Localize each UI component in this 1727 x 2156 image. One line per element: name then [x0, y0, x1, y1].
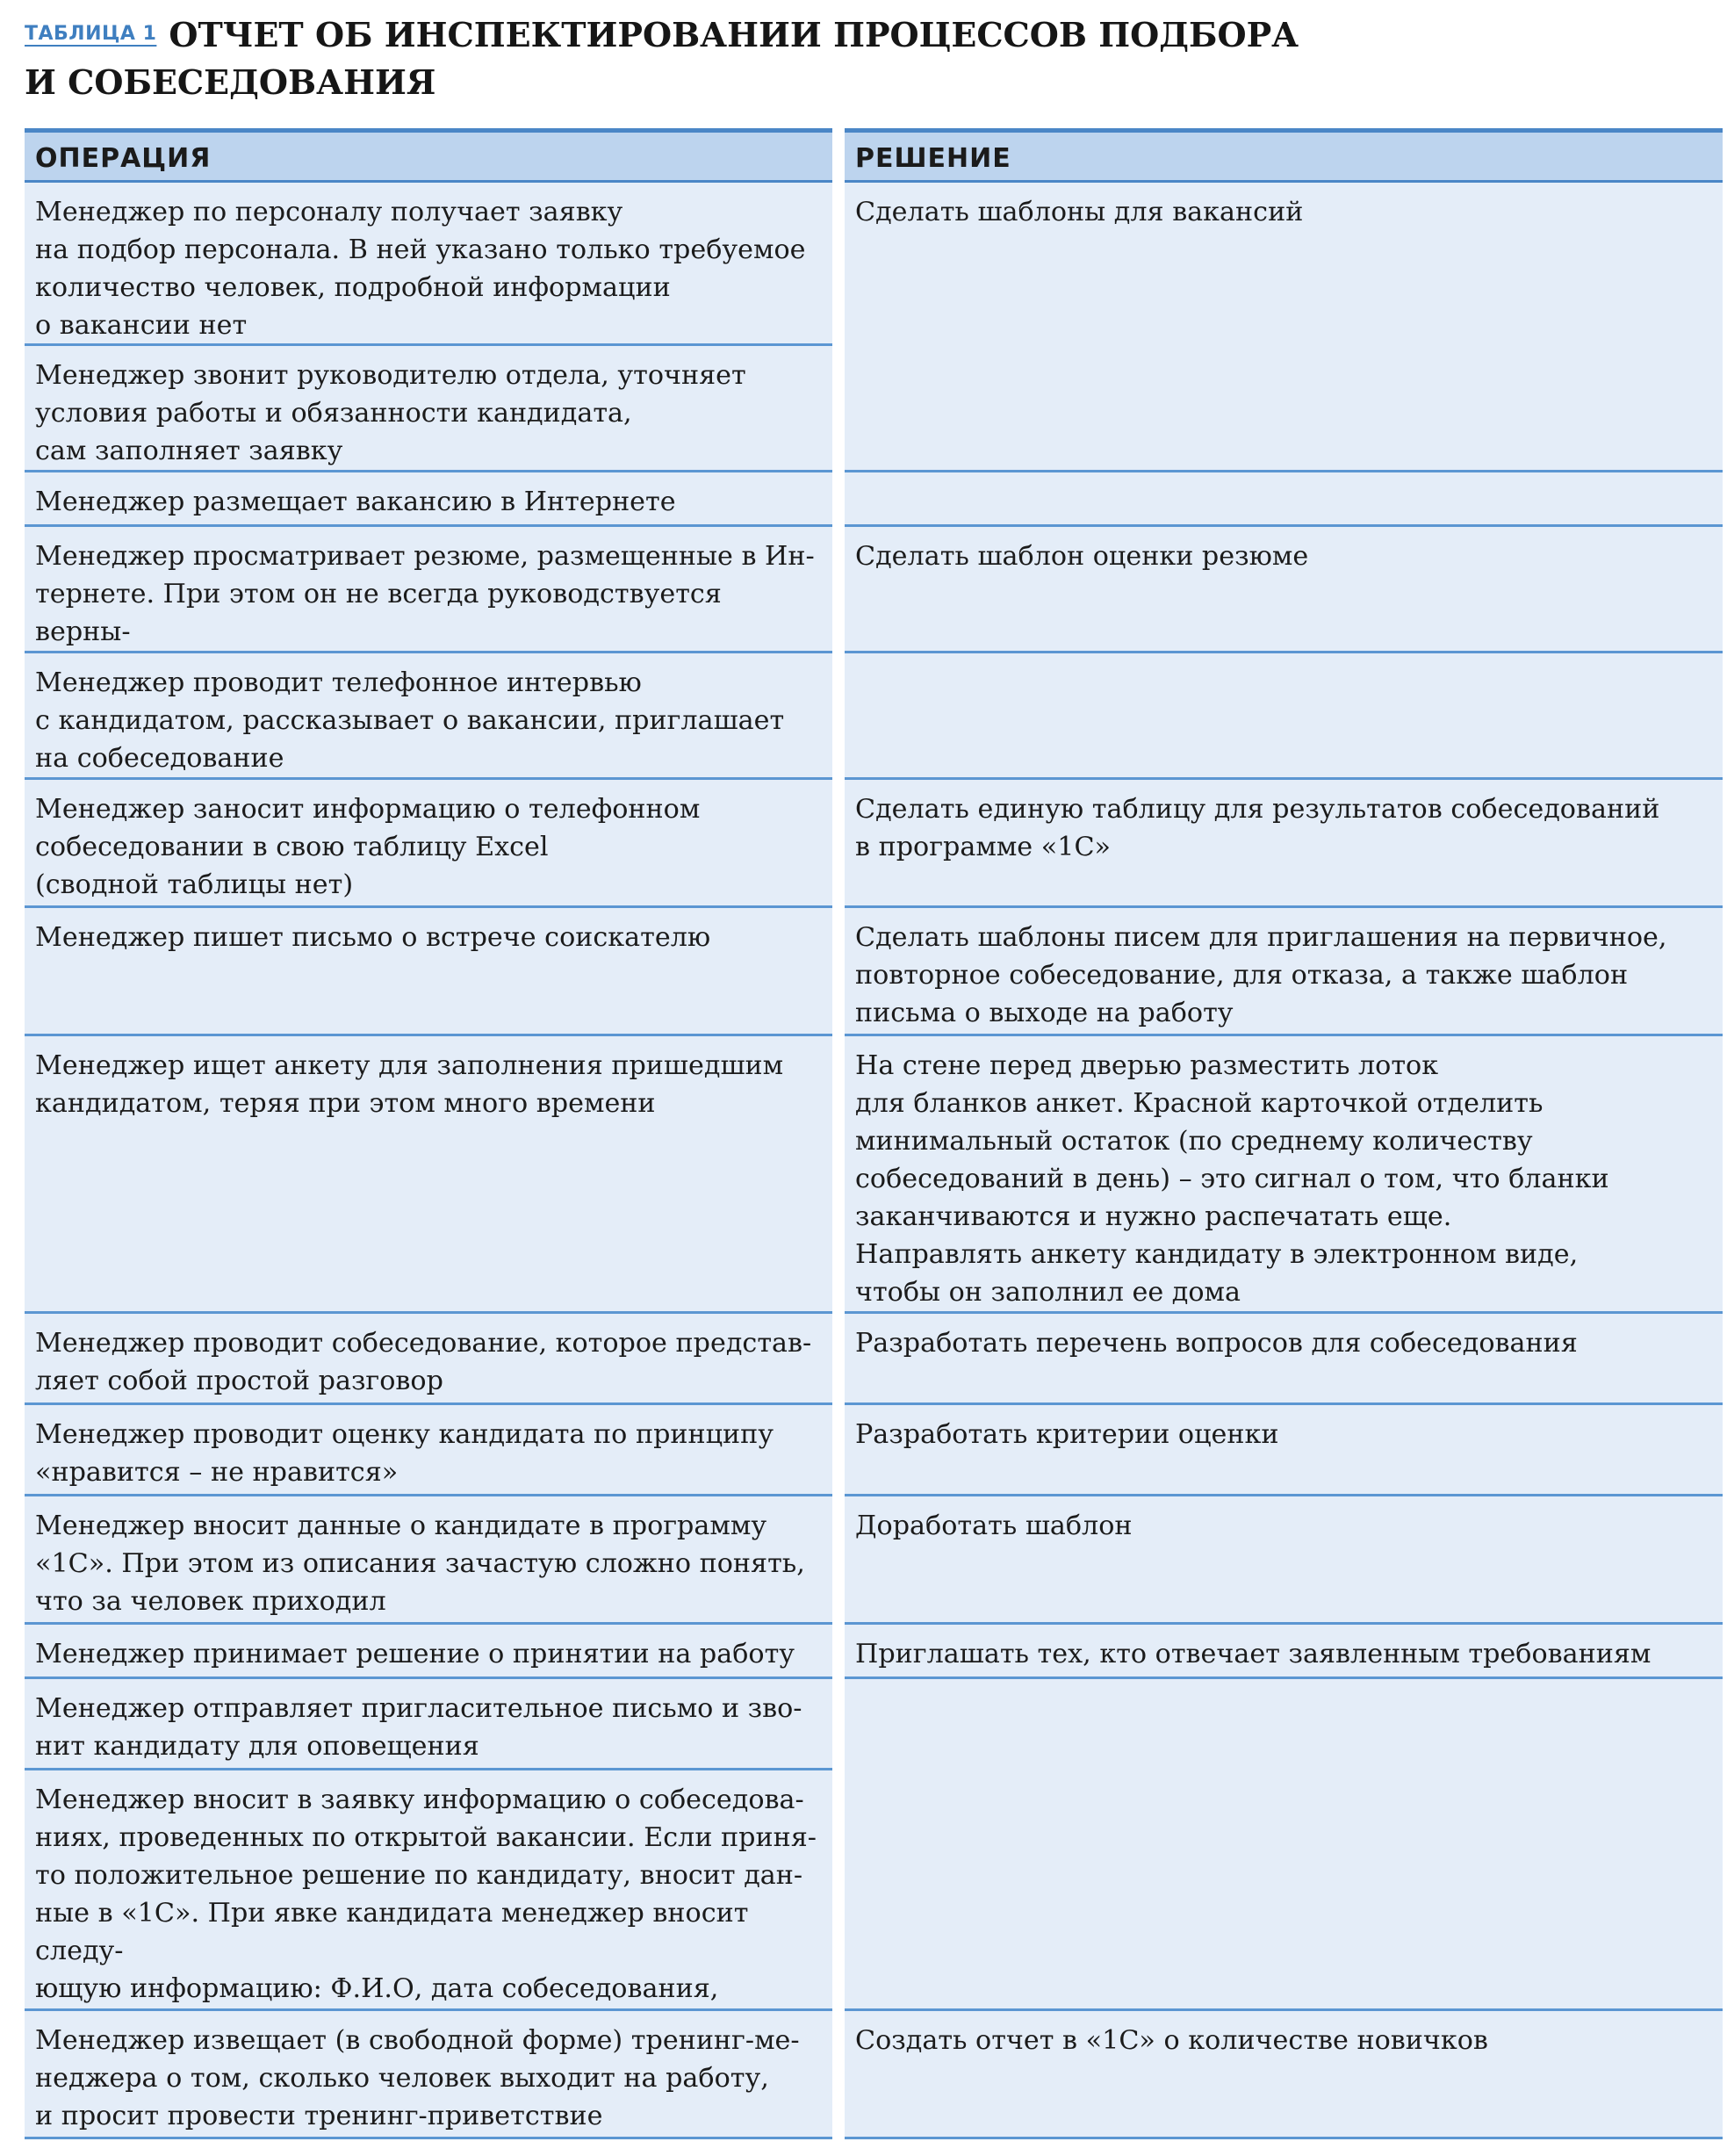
table-label: ТАБЛИЦА 1	[25, 23, 157, 45]
solution-cell	[845, 472, 1723, 527]
solution-cell	[845, 1679, 1723, 2011]
inspection-table	[25, 128, 1710, 2139]
title-text-1: ОТЧЕТ ОБ ИНСПЕКТИРОВАНИИ ПРОЦЕССОВ ПОДБОРА	[169, 15, 1299, 54]
column-header-solution: РЕШЕНИЕ	[845, 128, 1723, 183]
solution-cell: Сделать шаблон оценки резюме	[845, 527, 1723, 653]
operation-cell: Менеджер проводит оценку кандидата по принципу «нравится – не нравится»	[25, 1405, 832, 1496]
operation-cell: Менеджер проводит телефонное интервью с кандидатом, рассказывает о вакансии, приглашает на собеседование	[25, 653, 832, 780]
operation-cell: Менеджер вносит данные о кандидате в программу «1С». При этом из описания зачастую сложно понять, что за человек приходил	[25, 1496, 832, 1625]
solution-cell: Сделать шаблоны писем для приглашения на первичное, повторное собеседование, для отказа, а также шаблон письма о выходе на работу	[845, 908, 1723, 1036]
solution-cell: Разработать перечень вопросов для собеседования	[845, 1314, 1723, 1405]
solution-cell	[845, 653, 1723, 780]
table-header	[25, 11, 1693, 106]
solution-cell: Сделать шаблоны для вакансий	[845, 183, 1723, 472]
solution-cell: Доработать шаблон	[845, 1496, 1723, 1625]
operation-cell: Менеджер звонит руководителю отдела, уточняет условия работы и обязанности кандидата, сам заполняет заявку	[25, 346, 832, 472]
operation-cell: Менеджер проводит собеседование, которое представ- ляет собой простой разговор	[25, 1314, 832, 1405]
solution-cell: Приглашать тех, кто отвечает заявленным требованиям	[845, 1625, 1723, 1679]
solution-cell: Разработать критерии оценки	[845, 1405, 1723, 1496]
solution-cell: На стене перед дверью разместить лоток для бланков анкет. Красной карточкой отделить минимальный остаток (по среднему количеству собеседований в день) – это сигнал о том, что бланки заканчиваются и нужно распечатать еще. Направлять анкету кандидату в электронном виде, чтобы он заполнил ее дома	[845, 1036, 1723, 1314]
title-line-1	[25, 11, 1693, 59]
solution-cell: Создать отчет в «1С» о количестве новичков	[845, 2011, 1723, 2139]
solution-cell: Сделать единую таблицу для результатов собеседований в программе «1С»	[845, 780, 1723, 908]
operation-cell: Менеджер ищет анкету для заполнения пришедшим кандидатом, теряя при этом много времени	[25, 1036, 832, 1314]
operation-cell: Менеджер по персоналу получает заявку на подбор персонала. В ней указано только требуемое количество человек, подробной информации о вакансии нет	[25, 183, 832, 346]
operation-cell: Менеджер отправляет пригласительное письмо и зво- нит кандидату для оповещения	[25, 1679, 832, 1770]
operation-cell: Менеджер пишет письмо о встрече соискателю	[25, 908, 832, 1036]
operation-cell: Менеджер просматривает резюме, размещенные в Ин- тернете. При этом он не всегда руководствуется верны-	[25, 527, 832, 653]
operation-cell: Менеджер извещает (в свободной форме) тренинг-ме- неджера о том, сколько человек выходит на работу, и просит провести тренинг-приветствие	[25, 2011, 832, 2139]
operation-cell: Менеджер вносит в заявку информацию о собеседова- ниях, проведенных по открытой вакансии. Если приня- то положительное решение по кандидату, вносит дан- ные в «1С». При явке кандидата менеджер вносит следу- ющую информацию: Ф.И.О, дата собеседования,	[25, 1770, 832, 2011]
operation-cell: Менеджер размещает вакансию в Интернете	[25, 472, 832, 527]
operation-cell: Менеджер принимает решение о принятии на работу	[25, 1625, 832, 1679]
title-line-2: И СОБЕСЕДОВАНИЯ	[25, 62, 436, 102]
operation-cell: Менеджер заносит информацию о телефонном собеседовании в свою таблицу Excel (сводной таблицы нет)	[25, 780, 832, 908]
column-header-operation: ОПЕРАЦИЯ	[25, 128, 832, 183]
